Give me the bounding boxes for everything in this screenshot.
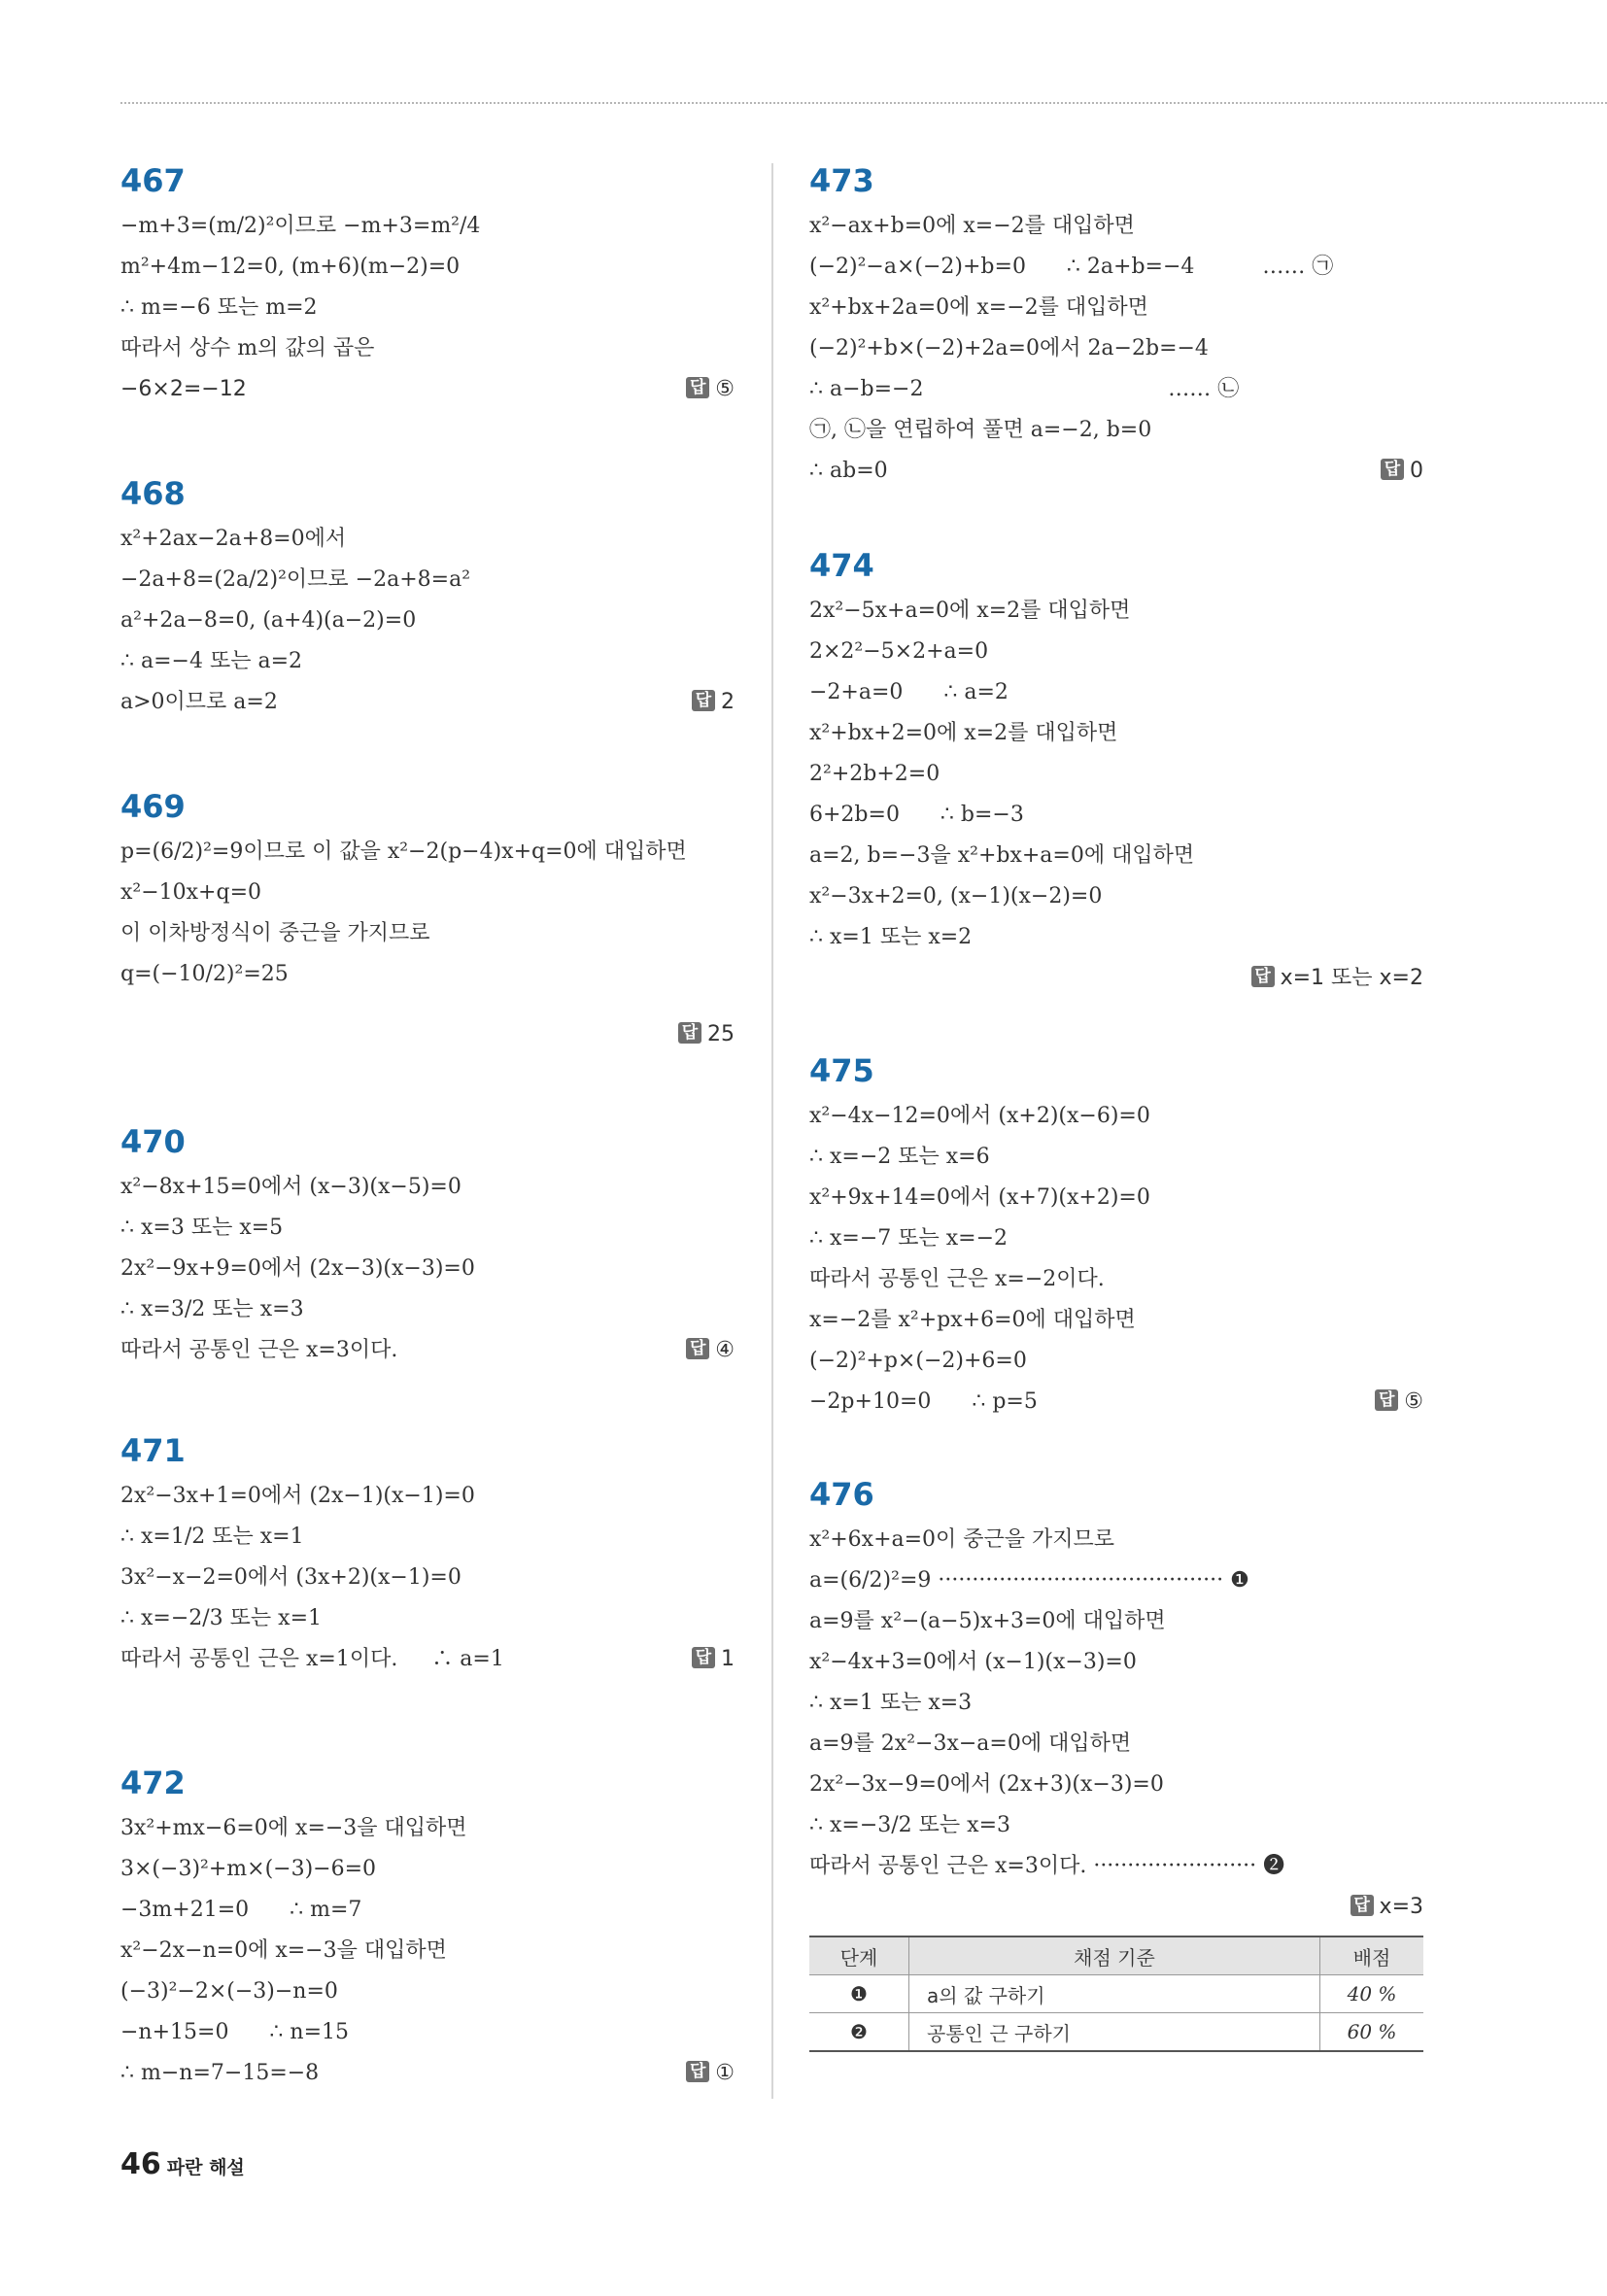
solution-line: x²−2x−n=0에 x=−3을 대입하면 xyxy=(120,1938,447,1963)
answer: 답 0 xyxy=(1381,451,1423,492)
solution-line: 이 이차방정식이 중근을 가지므로 xyxy=(120,921,430,945)
solution-line: 따라서 공통인 근은 x=3이다. xyxy=(120,1338,398,1362)
solution-line: x²+6x+a=0이 중근을 가지므로 xyxy=(809,1527,1115,1552)
solution-line: 2²+2b+2=0 xyxy=(809,762,940,786)
answer: 답 25 xyxy=(678,1014,735,1055)
right-column xyxy=(809,159,1423,2052)
solution-line: x²−3x+2=0, (x−1)(x−2)=0 xyxy=(809,884,1103,908)
problem-number: 467 xyxy=(120,162,186,199)
solution-line: x²−8x+15=0에서 (x−3)(x−5)=0 xyxy=(120,1175,462,1199)
solution-line: −2+a=0 ∴ a=2 xyxy=(809,680,1009,704)
answer-mark: 답 xyxy=(686,2061,709,2082)
solution-line: 3x²+mx−6=0에 x=−3을 대입하면 xyxy=(120,1816,467,1840)
problem-469 xyxy=(120,785,735,1120)
answer-mark: 답 xyxy=(686,377,709,398)
answer-mark: 답 xyxy=(692,690,715,711)
problem-number: 469 xyxy=(120,788,186,825)
solution-line: ∴ x=−2 또는 x=6 xyxy=(809,1145,990,1169)
solution-line: 따라서 공통인 근은 x=−2이다. xyxy=(809,1267,1105,1291)
solution-line: x²−4x+3=0에서 (x−1)(x−3)=0 xyxy=(809,1650,1137,1674)
solution-line: a²+2a−8=0, (a+4)(a−2)=0 xyxy=(120,608,417,633)
solution-line: 따라서 상수 m의 값의 곱은 xyxy=(120,336,375,360)
solution-line: ∴ m=−6 또는 m=2 xyxy=(120,295,318,320)
answer-mark: 답 xyxy=(686,1338,709,1359)
solution-line: −2p+10=0 ∴ p=5 xyxy=(809,1389,1038,1414)
top-dotted-rule xyxy=(120,102,1607,104)
column-divider xyxy=(771,163,773,2099)
problem-number: 470 xyxy=(120,1123,186,1160)
answer: 답 ① xyxy=(686,2053,735,2094)
solution-line: ∴ a=−4 또는 a=2 xyxy=(120,649,303,673)
problem-471 xyxy=(120,1429,735,1762)
answer-mark: 답 xyxy=(678,1022,701,1044)
answer: 답 ⑤ xyxy=(686,369,735,410)
solution-line: x=−2를 x²+px+6=0에 대입하면 xyxy=(809,1308,1136,1332)
solution-line: ∴ x=−2/3 또는 x=1 xyxy=(120,1606,322,1630)
header-step: 단계 xyxy=(809,1936,909,1975)
solution-line: a=9를 x²−(a−5)x+3=0에 대입하면 xyxy=(809,1609,1166,1633)
problem-468 xyxy=(120,472,735,725)
solution-line: ∴ x=1/2 또는 x=1 xyxy=(120,1525,304,1549)
solution-line: x²+bx+2a=0에 x=−2를 대입하면 xyxy=(809,295,1148,320)
step-cell: ❷ xyxy=(809,2013,909,2052)
answer: 답 2 xyxy=(692,682,735,723)
solution-line: a>0이므로 a=2 xyxy=(120,690,278,714)
solution-line: ∴ x=−7 또는 x=−2 xyxy=(809,1226,1009,1251)
table-header-row xyxy=(809,1936,1423,1975)
page-number: 46 xyxy=(120,2147,161,2181)
solution-line: ∴ x=1 또는 x=2 xyxy=(809,925,973,949)
problem-number: 474 xyxy=(809,547,874,584)
problem-473 xyxy=(809,159,1423,544)
solution-line: 3x²−x−2=0에서 (3x+2)(x−1)=0 xyxy=(120,1565,462,1590)
problem-467 xyxy=(120,159,735,401)
solution-line: x²−4x−12=0에서 (x+2)(x−6)=0 xyxy=(809,1104,1150,1128)
answer: 답 x=3 xyxy=(809,1887,1423,1928)
problem-number: 475 xyxy=(809,1052,874,1089)
solution-line: ∴ ab=0 xyxy=(809,459,888,483)
table-row xyxy=(809,1975,1423,2013)
solution-line: −m+3=(m/2)²이므로 −m+3=m²/4 xyxy=(120,214,481,238)
criteria-cell: 공통인 근 구하기 xyxy=(909,2013,1320,2052)
problem-476 xyxy=(809,1473,1423,2052)
criteria-cell: a의 값 구하기 xyxy=(909,1975,1320,2013)
footer-label: 파란 해설 xyxy=(166,2157,245,2178)
answer-mark: 답 xyxy=(1351,1895,1374,1916)
grading-table xyxy=(809,1936,1423,2052)
solution-line: (−2)²+b×(−2)+2a=0에서 2a−2b=−4 xyxy=(809,336,1209,360)
solution-line: x²+2ax−2a+8=0에서 xyxy=(120,527,347,551)
solution-line: m²+4m−12=0, (m+6)(m−2)=0 xyxy=(120,255,461,279)
solution-line: 3×(−3)²+m×(−3)−6=0 xyxy=(120,1857,377,1881)
solution-line: 6+2b=0 ∴ b=−3 xyxy=(809,803,1024,827)
solution-line: ∴ x=3 또는 x=5 xyxy=(120,1216,284,1240)
solution-line: x²+bx+2=0에 x=2를 대입하면 xyxy=(809,721,1118,745)
step-cell: ❶ xyxy=(809,1975,909,2013)
solution-line: ∴ a−b=−2 …… ㉡ xyxy=(809,377,1240,401)
score-cell: 60 % xyxy=(1320,2013,1424,2052)
solution-line: 따라서 공통인 근은 x=3이다. ························ ❷ xyxy=(809,1854,1285,1878)
solution-line: (−2)²−a×(−2)+b=0 ∴ 2a+b=−4 …… ㉠ xyxy=(809,255,1334,279)
solution-line: x²+9x+14=0에서 (x+7)(x+2)=0 xyxy=(809,1185,1150,1210)
answer: 답 ④ xyxy=(686,1330,735,1371)
header-criteria: 채점 기준 xyxy=(909,1936,1320,1975)
solution-line: a=2, b=−3을 x²+bx+a=0에 대입하면 xyxy=(809,843,1195,868)
problem-number: 473 xyxy=(809,162,874,199)
problem-number: 476 xyxy=(809,1476,874,1513)
solution-line: 2x²−3x−9=0에서 (2x+3)(x−3)=0 xyxy=(809,1772,1164,1797)
solution-line: q=(−10/2)²=25 xyxy=(120,962,289,986)
solution-line: ∴ x=−3/2 또는 x=3 xyxy=(809,1813,1010,1837)
solution-line: a=(6/2)²=9 ·········································· ❶ xyxy=(809,1568,1249,1593)
solution-line: (−2)²+p×(−2)+6=0 xyxy=(809,1349,1027,1373)
answer: 답 x=1 또는 x=2 xyxy=(809,958,1423,999)
solution-line: 2x²−5x+a=0에 x=2를 대입하면 xyxy=(809,599,1131,623)
solution-line: (−3)²−2×(−3)−n=0 xyxy=(120,1979,338,2004)
header-score: 배점 xyxy=(1320,1936,1424,1975)
solution-line: 따라서 공통인 근은 x=1이다. ∴ a=1 xyxy=(120,1647,504,1671)
problem-number: 471 xyxy=(120,1432,186,1469)
problem-470 xyxy=(120,1120,735,1429)
answer-mark: 답 xyxy=(1375,1389,1398,1411)
problem-number: 472 xyxy=(120,1765,186,1801)
solution-line: x²−10x+q=0 xyxy=(120,880,262,905)
solution-line: ∴ m−n=7−15=−8 xyxy=(120,2061,320,2085)
solution-line: −6×2=−12 xyxy=(120,377,247,401)
solution-line: 2×2²−5×2+a=0 xyxy=(809,639,989,664)
problem-472 xyxy=(120,1762,735,2102)
answer-mark: 답 xyxy=(692,1647,715,1668)
solution-line: −3m+21=0 ∴ m=7 xyxy=(120,1898,362,1922)
answer: 답 1 xyxy=(692,1639,735,1680)
solution-line: −n+15=0 ∴ n=15 xyxy=(120,2020,350,2044)
problem-475 xyxy=(809,1049,1423,1473)
solution-line: 2x²−9x+9=0에서 (2x−3)(x−3)=0 xyxy=(120,1256,475,1281)
solution-line: −2a+8=(2a/2)²이므로 −2a+8=a² xyxy=(120,567,471,592)
solution-line: 2x²−3x+1=0에서 (2x−1)(x−1)=0 xyxy=(120,1484,475,1508)
answer-mark: 답 xyxy=(1381,459,1404,480)
answer: 답 ⑤ xyxy=(1375,1382,1423,1422)
answer-mark: 답 xyxy=(1251,966,1275,987)
solution-line: x²−ax+b=0에 x=−2를 대입하면 xyxy=(809,214,1135,238)
solution-line: ∴ x=3/2 또는 x=3 xyxy=(120,1297,304,1321)
solution-line: p=(6/2)²=9이므로 이 값을 x²−2(p−4)x+q=0에 대입하면 xyxy=(120,840,687,864)
solution-line: ∴ x=1 또는 x=3 xyxy=(809,1691,973,1715)
left-column xyxy=(120,159,735,2102)
problem-474 xyxy=(809,544,1423,1049)
problem-number: 468 xyxy=(120,475,186,512)
table-row xyxy=(809,2013,1423,2052)
solution-line: ㉠, ㉡을 연립하여 풀면 a=−2, b=0 xyxy=(809,418,1152,442)
score-cell: 40 % xyxy=(1320,1975,1424,2013)
page-footer xyxy=(120,2147,245,2181)
solution-line: a=9를 2x²−3x−a=0에 대입하면 xyxy=(809,1731,1132,1756)
